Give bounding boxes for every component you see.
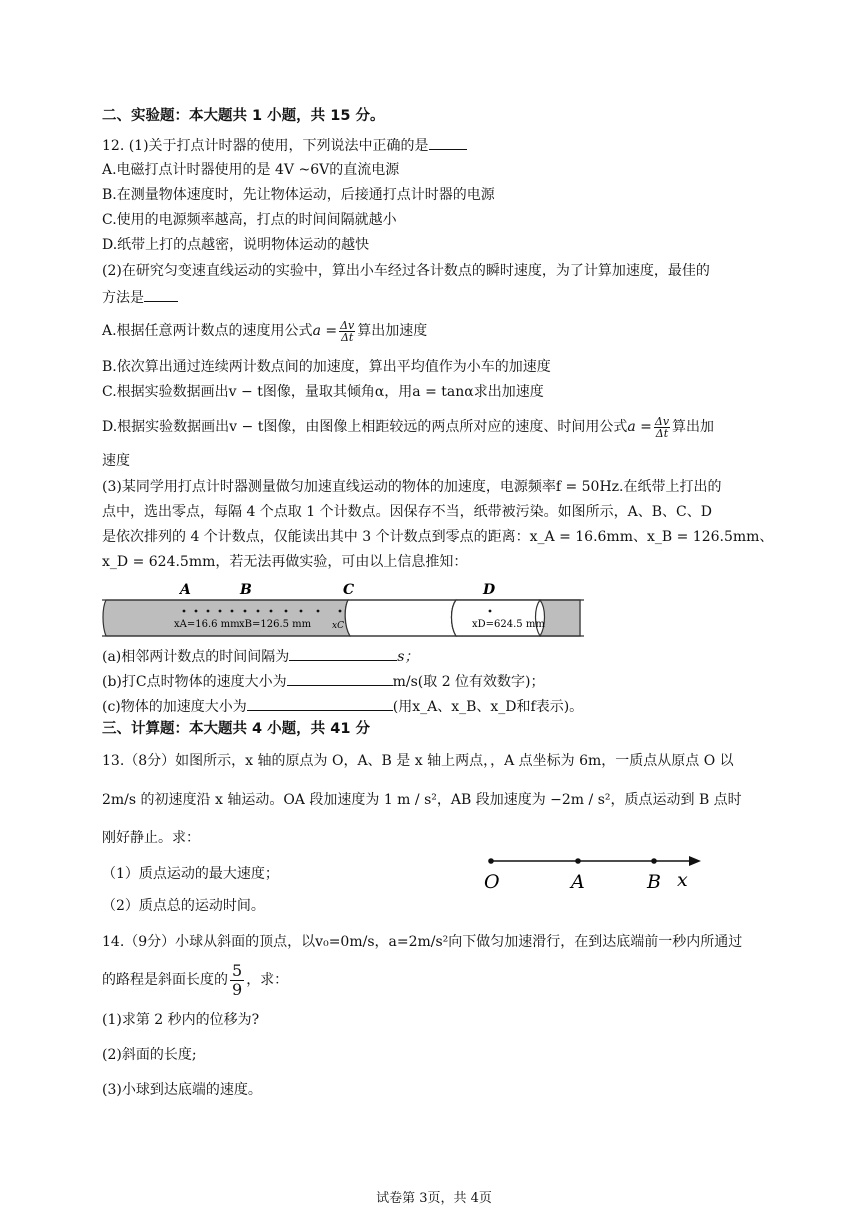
q12-option-c: C.使用的电源频率越高，打点的时间间隔就越小	[102, 212, 397, 228]
q12-part2-stem-2: 方法是	[102, 287, 178, 308]
paper-tape-figure	[100, 578, 590, 640]
q13-line1: 13.（8分）如图所示，x 轴的原点为 O，A、B 是 x 轴上两点，，A 点坐标为 6m，一质点从原点 O 以	[102, 753, 734, 769]
q12-part1-stem: 12. (1)关于打点计时器的使用，下列说法中正确的是	[102, 135, 467, 156]
q12-part2-stem-1: (2)在研究匀变速直线运动的实验中，算出小车经过各计数点的瞬时速度，为了计算加速度，最佳的	[102, 263, 710, 279]
point-b	[651, 858, 657, 864]
q12-part3-line2: 点中，选出零点，每隔 4 个点取 1 个计数点。因保存不当，纸带被污染。如图所示，A、B、C、D	[102, 504, 712, 520]
q12-part3-b: (b)打C点时物体的速度大小为 m/s(取 2 位有效数字)；	[102, 671, 545, 692]
q12-option-a: A.电磁打点计时器使用的是 4V ~6V的直流电源	[102, 162, 400, 178]
fraction: $\frac{\Delta v}{\Delta t}$	[340, 318, 355, 344]
tape-label-d: D	[483, 582, 496, 598]
q14-line2: 的路程是斜面长度的 $\frac{5}{9}$ ，求：	[102, 960, 289, 999]
q14-line1: 14.（9分）小球从斜面的顶点，以v₀=0m/s，a=2m/s²向下做匀加速滑行，在到达底端前一秒内所通过	[102, 934, 743, 950]
q14-sub2: (2)斜面的长度;	[102, 1047, 197, 1063]
tape-segment-left	[103, 600, 350, 636]
q13-sub2: （2）质点总的运动时间。	[102, 898, 265, 914]
tape-segment-d	[452, 600, 541, 636]
fraction: $\frac{\Delta v}{\Delta t}$	[654, 414, 670, 440]
answer-blank	[144, 287, 178, 302]
q12-part3-line1: (3)某同学用打点计时器测量做匀加速直线运动的物体的加速度，电源频率f = 50Hz.在纸带上打出的	[102, 479, 722, 495]
page-footer: 试卷第 3页，共 4页	[376, 1191, 492, 1206]
tape-label-a: A	[180, 582, 191, 598]
q12-option-b: B.在测量物体速度时，先让物体运动，后接通打点计时器的电源	[102, 187, 495, 203]
answer-blank	[289, 646, 397, 661]
tape-segment-end	[540, 600, 580, 636]
answer-blank	[247, 696, 393, 711]
q13-sub1: （1）质点运动的最大速度；	[102, 866, 279, 882]
tape-xd-label: xD=624.5 mm	[472, 619, 545, 630]
tape-xc-label: xC	[332, 621, 344, 631]
number-line-figure	[475, 848, 715, 894]
point-a	[575, 858, 581, 864]
q12-part2-option-b: B.依次算出通过连续两计数点间的加速度，算出平均值作为小车的加速度	[102, 359, 551, 375]
axis-label-x: x	[677, 869, 688, 891]
q13-line3: 刚好静止。求：	[102, 830, 200, 846]
tape-xb-label: xB=126.5 mm	[239, 619, 312, 630]
section3-title: 三、计算题：本大题共 4 小题，共 41 分	[102, 721, 370, 737]
q12-part3-line4: x_D = 624.5mm，若无法再做实验，可由以上信息推知：	[102, 554, 468, 570]
q13-line2: 2m/s 的初速度沿 x 轴运动。OA 段加速度为 1 m / s²，AB 段加速度为 −2m / s²，质点运动到 B 点时	[102, 792, 742, 808]
axis-label-a: A	[571, 871, 585, 893]
q14-sub3: (3)小球到达底端的速度。	[102, 1082, 262, 1098]
tape-segment-clean	[345, 600, 456, 636]
section2-title: 二、实验题：本大题共 1 小题，共 15 分。	[102, 108, 385, 124]
answer-blank	[429, 135, 467, 150]
tape-label-c: C	[343, 582, 355, 598]
q12-part2-option-d: D.根据实验数据画出v − t图像，由图像上相距较远的两点所对应的速度、时间用公式a = $\frac{\Delta v}{\Delta t}$ 算出加	[102, 414, 715, 440]
answer-blank	[287, 671, 393, 686]
axis-label-b: B	[647, 871, 661, 893]
x-axis-arrow	[689, 856, 701, 866]
tape-xa-label: xA=16.6 mm	[174, 619, 240, 630]
q12-option-d: D.纸带上打的点越密，说明物体运动的越快	[102, 237, 370, 253]
fraction-five-ninths: $\frac{5}{9}$	[232, 960, 243, 999]
q12-part3-a: (a)相邻两计数点的时间间隔为 s；	[102, 646, 418, 667]
q12-part2-option-c: C.根据实验数据画出v − t图像，量取其倾角α，用a = tanα求出加速度	[102, 384, 544, 400]
q12-part2-option-d-cont: 速度	[102, 453, 130, 469]
q12-part2-option-a: A.根据任意两计数点的速度用公式a = $\frac{\Delta v}{\Delta t}$ 算出加速度	[102, 318, 428, 344]
point-o	[488, 858, 494, 864]
axis-label-o: O	[484, 871, 500, 893]
q14-sub1: (1)求第 2 秒内的位移为?	[102, 1012, 260, 1028]
tape-label-b: B	[240, 582, 252, 598]
q12-part3-line3: 是依次排列的 4 个计数点，仅能读出其中 3 个计数点到零点的距离：x_A = 16.6mm、x_B = 126.5mm、	[102, 529, 774, 545]
q12-part3-c: (c)物体的加速度大小为 (用x_A、x_B、x_D和f表示)。	[102, 696, 583, 717]
